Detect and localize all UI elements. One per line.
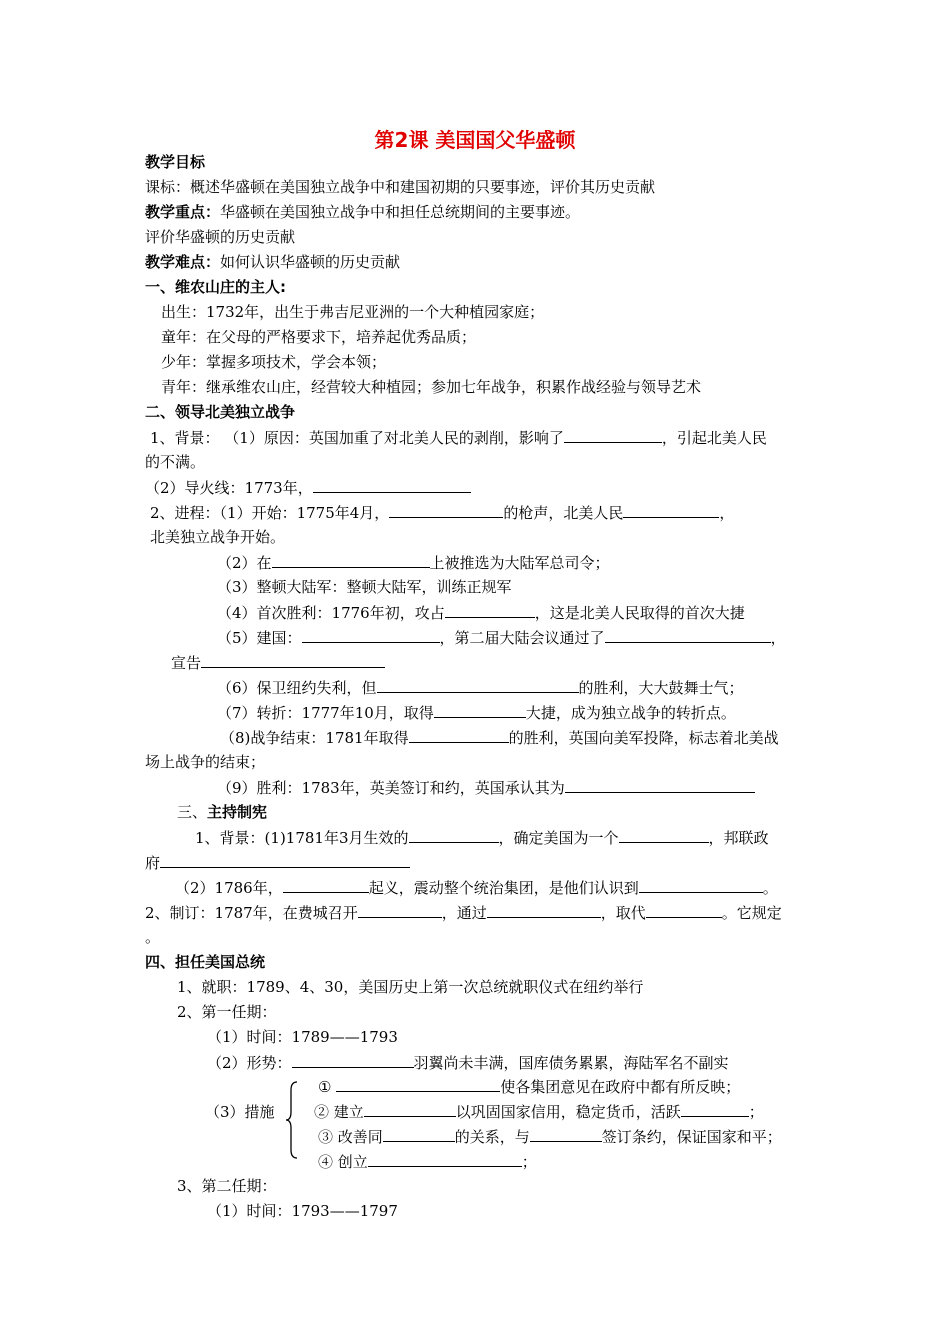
s2-item-5: （5）建国： ，第二届大陆会议通过了 ，: [217, 629, 786, 647]
s4-second-term: 3、第二任期：: [177, 1177, 277, 1195]
difficulty: [145, 252, 400, 272]
s3-background: 1、背景：(1)1781年3月生效的 ，确定美国为一个 ，邦联政: [195, 829, 769, 847]
key-points-text-2: 评价华盛顿的历史贡献: [145, 228, 296, 246]
blank: [409, 727, 509, 743]
blank: [377, 677, 579, 693]
goals-heading: 教学目标: [145, 153, 206, 171]
s2-item-9: （9）胜利：1783年，英美签订和约，英国承认其为: [217, 777, 755, 798]
blank: [336, 1076, 500, 1092]
blank: [160, 852, 410, 868]
s3-background-cont: 府: [145, 852, 410, 873]
blank: [364, 1101, 456, 1117]
s2-item-4: （4）首次胜利：1776年初，攻占 ，这是北美人民取得的首次大捷: [217, 604, 745, 622]
blank: [272, 552, 430, 568]
s2-item-3: （3）整顿大陆军：整顿大陆军，训练正规军: [217, 578, 512, 596]
blank: [313, 477, 471, 493]
section-4-heading: 四、担任美国总统: [145, 953, 266, 971]
blank: [619, 827, 709, 843]
section-1-heading: 一、维农山庄的主人:: [145, 278, 286, 296]
s1-birth: 出生：1732年，出生于弗吉尼亚洲的一个大种植园家庭；: [161, 303, 545, 321]
s4-second-term-time: （1）时间：1793——1797: [207, 1202, 398, 1220]
s4-measures-label: （3）措施: [205, 1103, 275, 1121]
blank: [681, 1101, 749, 1117]
difficulty-label: 教学难点：: [145, 253, 221, 271]
difficulty-text: 如何认识华盛顿的历史贡献: [220, 253, 401, 271]
blank: [409, 827, 499, 843]
blank: [565, 777, 755, 793]
blank: [646, 902, 722, 918]
section-3-heading: 三、主持制宪: [177, 803, 268, 821]
s4-measure-2: ② 建立 以巩固国家信用，稳定货币，活跃 ；: [314, 1103, 764, 1121]
s2-item-8-cont: 场上战争的结束；: [145, 753, 266, 771]
section-2-heading: 二、领导北美独立战争: [145, 403, 296, 421]
s2-background-cont: 的不满。: [145, 453, 206, 471]
curriculum-standard: 课标：概述华盛顿在美国独立战争中和建国初期的只要事迹，评价其历史贡献: [145, 178, 656, 196]
s2-background: 1、背景： （1）原因：英国加重了对北美人民的剥削，影响了 ，引起北美人民: [150, 429, 767, 447]
blank: [487, 902, 601, 918]
s1-adult: 青年：继承维农山庄，经营较大种植园；参加七年战争，积累作战经验与领导艺术: [161, 378, 702, 396]
s3-uprising: （2）1786年， 起义，震动整个统治集团，是他们认识到 。: [175, 879, 778, 897]
key-points-label: 教学重点：: [145, 203, 221, 221]
key-points: [145, 202, 580, 222]
s2-item-6: （6）保卫纽约失利，但 的胜利，大大鼓舞士气；: [217, 679, 744, 697]
s1-childhood: 童年：在父母的严格要求下，培养起优秀品质；: [161, 328, 477, 346]
s4-first-term-situation: （2）形势： 羽翼尚未丰满，国库债务累累，海陆军名不副实: [207, 1054, 729, 1072]
blank: [605, 627, 771, 643]
blank: [445, 602, 535, 618]
s2-process-cont: 北美独立战争开始。: [150, 528, 286, 546]
blank: [292, 1052, 414, 1068]
s3-drafting: 2、制订：1787年，在费城召开 ，通过 ，取代 。它规定: [145, 904, 782, 922]
s2-item-5-cont: 宣告: [171, 652, 385, 673]
s4-measure-4: ④ 创立 ；: [318, 1153, 537, 1171]
blank: [530, 1126, 602, 1142]
blank: [389, 502, 503, 518]
blank: [434, 702, 526, 718]
s3-drafting-cont: 。: [145, 928, 161, 946]
blank: [639, 877, 763, 893]
s2-process: 2、进程：（1）开始：1775年4月， 的枪声，北美人民 ，: [150, 504, 735, 522]
key-points-text: 华盛顿在美国独立战争中和担任总统期间的主要事迹。: [220, 203, 581, 221]
s4-measure-3: ③ 改善同 的关系，与 签订条约，保证国家和平；: [318, 1128, 782, 1146]
blank: [358, 902, 442, 918]
blank: [623, 502, 719, 518]
s1-youth: 少年：掌握多项技术，学会本领；: [161, 353, 387, 371]
lesson-title: 第2课 美国国父华盛顿: [374, 128, 576, 152]
s2-item-7: （7）转折：1777年10月，取得 大捷，成为独立战争的转折点。: [217, 704, 736, 722]
s4-measure-1: ① 使各集团意见在政府中都有所反映；: [318, 1078, 741, 1096]
blank: [368, 1151, 522, 1167]
blank: [201, 652, 385, 668]
blank: [383, 1126, 455, 1142]
s4-first-term-time: （1）时间：1789——1793: [207, 1028, 398, 1046]
s2-fuse: （2）导火线：1773年，: [145, 477, 471, 498]
blank: [302, 627, 440, 643]
s2-item-2: （2）在 上被推选为大陆军总司令；: [217, 554, 610, 572]
blank: [564, 427, 662, 443]
s2-item-8: （8)战争结束：1781年取得 的胜利，英国向美军投降，标志着北美战: [220, 729, 779, 747]
s4-first-term: 2、第一任期：: [177, 1003, 277, 1021]
blank: [283, 877, 369, 893]
brace-icon: [285, 1080, 299, 1160]
s4-inauguration: 1、就职：1789、4、30，美国历史上第一次总统就职仪式在纽约举行: [177, 978, 644, 996]
